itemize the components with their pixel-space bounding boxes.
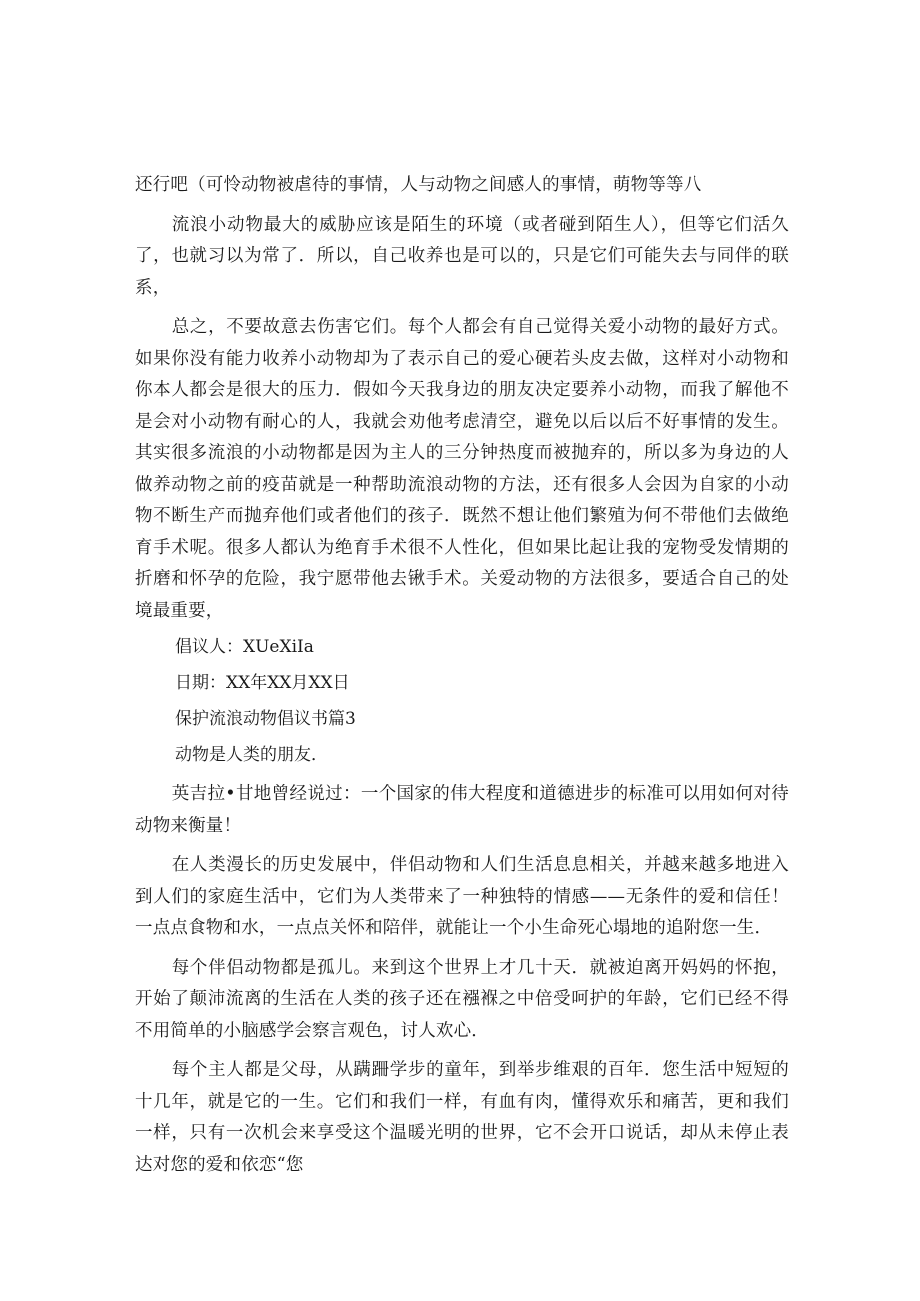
paragraph-4: 英吉拉•甘地曾经说过：一个国家的伟大程度和道德进步的标准可以用如何对待动物来衡量！ <box>135 784 789 836</box>
paragraph-5: 在人类漫长的历史发展中，伴侣动物和人们生活息息相关，并越来越多地进入到人们的家庭生活中，它们为人类带来了一种独特的情感——无条件的爱和信任！一点点食物和水，一点点关怀和陪伴，就能让一个小生命死心塌地的追附您一生． <box>135 855 789 938</box>
section-title: 保护流浪动物倡议书篇3 <box>175 709 356 729</box>
date-line: 日期：XX年XX月XX日 <box>175 673 350 693</box>
paragraph-2: 流浪小动物最大的威胁应该是陌生的环境（或者碰到陌生人），但等它们活久了，也就习以为常了．所以，自己收养也是可以的，只是它们可能失去与同伴的联系， <box>135 214 789 298</box>
intro-line: 动物是人类的朋友． <box>175 745 328 765</box>
paragraph-6: 每个伴侣动物都是孤儿。来到这个世界上才几十天．就被迫离开妈妈的怀抱，开始了颠沛流离的生活在人类的孩子还在襁褓之中倍受呵护的年龄，它们已经不得不用简单的小脑感学会察言观色，讨人欢心． <box>135 957 789 1041</box>
paragraph-3: 总之，不要故意去伤害它们。每个人都会有自己觉得关爱小动物的最好方式。如果你没有能力收养小动物却为了表示自己的爱心硬若头皮去做，这样对小动物和你本人都会是很大的压力．假如今天我身边的朋友决定要养小动物，而我了解他不是会对小动物有耐心的人，我就会劝他考虑清空，避免以后以后不好事情的发生。其实很多流浪的小动物都是因为主人的三分钟热度而被抛弃的，所以多为身边的人做养动物之前的疫苗就是一种帮助流浪动物的方法，还有很多人会因为自家的小动物不断生产而抛弃他们或者他们的孩子．既然不想让他们繁殖为何不带他们去做绝育手术呢。很多人都认为绝育手术很不人性化，但如果比起让我的宠物受发情期的折磨和怀孕的危险，我宁愿带他去锹手术。关爱动物的方法很多，要适合自己的处境最重要， <box>135 317 789 621</box>
paragraph-7: 每个主人都是父母，从蹒跚学步的童年，到举步维艰的百年．您生活中短短的十几年，就是它的一生。它们和我们一样，有血有肉，懂得欢乐和痛苦，更和我们一样，只有一次机会来享受这个温暖光明的世界，它不会开口说话，却从未停止表达对您的爱和依恋“您 <box>135 1060 789 1175</box>
proposer-line: 倡议人：XUeXiIa <box>175 637 314 657</box>
document-page <box>135 170 789 1181</box>
paragraph-1: 还行吧（可怜动物被虐待的事情，人与动物之间感人的事情，萌物等等八 <box>135 175 702 195</box>
